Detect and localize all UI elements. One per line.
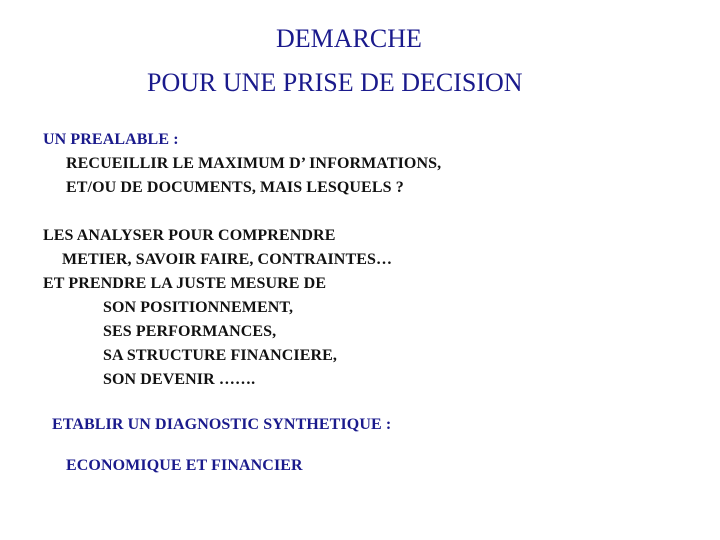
slide-subtitle: POUR UNE PRISE DE DECISION — [147, 68, 523, 97]
analyse-point-positionnement: SON POSITIONNEMENT, — [103, 299, 294, 316]
analyse-point-performances: SES PERFORMANCES, — [103, 323, 277, 340]
diagnostic-heading: ETABLIR UN DIAGNOSTIC SYNTHETIQUE : — [52, 416, 392, 433]
analyse-heading: LES ANALYSER POUR COMPRENDRE — [43, 227, 336, 244]
prealable-heading: UN PREALABLE : — [43, 131, 179, 148]
analyse-point-devenir: SON DEVENIR ……. — [103, 371, 256, 388]
prealable-item-informations: RECUEILLIR LE MAXIMUM D’ INFORMATIONS, — [66, 155, 442, 172]
analyse-subheading: ET PRENDRE LA JUSTE MESURE DE — [43, 275, 327, 292]
slide-title: DEMARCHE — [276, 24, 422, 53]
analyse-point-structure-financiere: SA STRUCTURE FINANCIERE, — [103, 347, 338, 364]
analyse-item-metier: METIER, SAVOIR FAIRE, CONTRAINTES… — [62, 251, 393, 268]
prealable-item-documents: ET/OU DE DOCUMENTS, MAIS LESQUELS ? — [66, 179, 404, 196]
diagnostic-item-economique: ECONOMIQUE ET FINANCIER — [66, 457, 303, 474]
